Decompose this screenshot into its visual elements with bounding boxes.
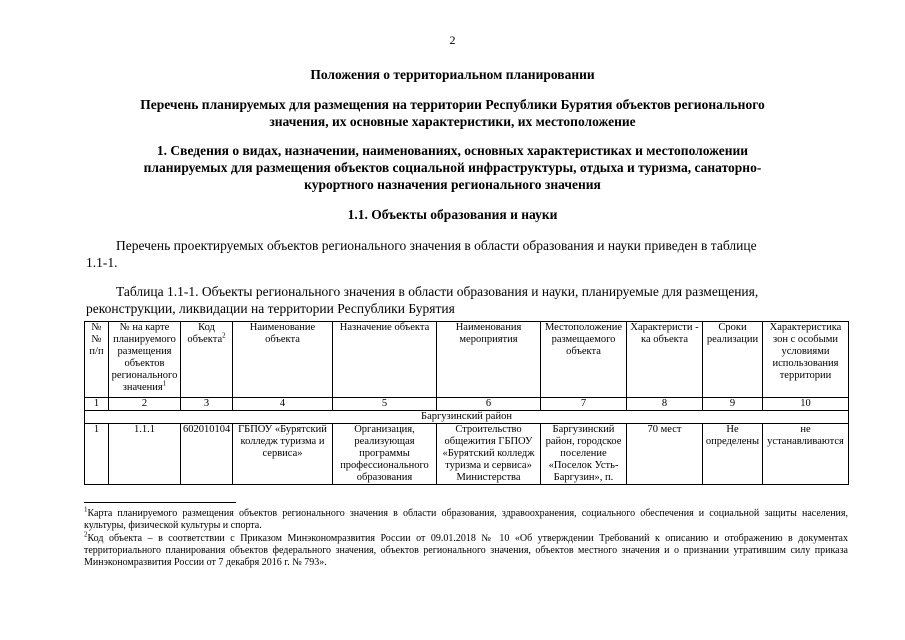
column-number: 7 — [541, 398, 627, 411]
table-caption-line-1: Таблица 1.1-1. Объекты регионального значения в области образования и науки, планируемые для размещения, — [116, 284, 759, 299]
table-cell: Организация, реализующая программы профессионального образования — [333, 424, 437, 485]
column-number: 3 — [181, 398, 233, 411]
column-number: 1 — [85, 398, 109, 411]
header-cell: Характеристика зон с особыми условиями использования территории — [763, 322, 849, 398]
footnote-mark: 1 — [84, 505, 88, 514]
column-number: 10 — [763, 398, 849, 411]
subsection-title: 1.1. Объекты образования и науки — [347, 207, 558, 222]
footnote-ref: 1 — [162, 379, 167, 388]
table-cell: Не определены — [703, 424, 763, 485]
footnote-mark: 2 — [84, 530, 88, 539]
header-cell: Наименования мероприятия — [437, 322, 541, 398]
column-number: 5 — [333, 398, 437, 411]
header-cell — [181, 322, 233, 398]
section-heading-line-1: Перечень планируемых для размещения на территории Республики Бурятия объектов регионального — [140, 97, 765, 112]
table-caption-line-2: реконструкции, ликвидации на территории Республики Бурятия — [86, 301, 455, 316]
column-number: 6 — [437, 398, 541, 411]
subsection-heading-line-2: планируемых для размещения объектов социальной инфраструктуры, отдыха и туризма, санаторно- — [143, 160, 762, 175]
footnote-1 — [84, 505, 848, 532]
subsection-heading-line-3: курортного назначения регионального значения — [304, 177, 601, 192]
intro-paragraph-line-1: Перечень проектируемых объектов регионального значения в области образования и науки приведен в таблице — [116, 238, 757, 253]
header-cell: Местоположение размещаемого объекта — [541, 322, 627, 398]
table-column-numbers-row — [85, 398, 849, 411]
intro-paragraph-line-2: 1.1-1. — [86, 255, 118, 270]
table-cell: 1.1.1 — [109, 424, 181, 485]
column-number: 8 — [627, 398, 703, 411]
table-cell: Строительство общежития ГБПОУ «Бурятский колледж туризма и сервиса» Министерства — [437, 424, 541, 485]
column-number: 4 — [233, 398, 333, 411]
page-number: 2 — [449, 33, 456, 47]
header-cell: Назначение объекта — [333, 322, 437, 398]
footnote-text: Карта планируемого размещения объектов регионального значения в области образования, здравоохранения, социального обеспечения и социальной защиты населения, культуры, физической культуры и спорта. — [84, 508, 848, 531]
document-title: Положения о территориальном планировании — [310, 67, 595, 82]
header-cell — [109, 322, 181, 398]
table-cell: Баргузинский район, городское поселение «Поселок Усть-Баргузин», п. — [541, 424, 627, 485]
footnote-separator — [84, 502, 236, 503]
table-row — [85, 424, 849, 485]
objects-table — [84, 321, 849, 485]
table-group-row — [85, 411, 849, 424]
table-header-row — [85, 322, 849, 398]
column-number: 9 — [703, 398, 763, 411]
table-cell: не устанавливаются — [763, 424, 849, 485]
header-cell: Наименование объекта — [233, 322, 333, 398]
footnote-2 — [84, 530, 848, 569]
table-cell: 70 мест — [627, 424, 703, 485]
section-heading-line-2: значения, их основные характеристики, их местоположение — [269, 114, 636, 129]
table-cell: 602010104 — [181, 424, 233, 485]
group-cell: Баргузинский район — [85, 411, 849, 424]
column-number: 2 — [109, 398, 181, 411]
header-cell: Характеристи - ка объекта — [627, 322, 703, 398]
subsection-heading-line-1: 1. Сведения о видах, назначении, наименованиях, основных характеристиках и местоположении — [156, 143, 749, 158]
header-cell: №№ п/п — [85, 322, 109, 398]
footnote-text: Код объекта – в соответствии с Приказом Минэкономразвития России от 09.01.2018 № 10 «Об утверждении Требований к описанию и отображению в документах территориального планирования объектов федерального значения, объектов регионального значения, объектов местного значения и о признании утратившим силу приказа Минэкономразвития России от 7 декабря 2016 г. № 793». — [84, 533, 848, 568]
header-text: Код объекта — [187, 322, 223, 345]
footnote-ref: 2 — [222, 331, 226, 340]
header-cell: Сроки реализации — [703, 322, 763, 398]
header-text: № на карте планируемого размещения объектов регионального значения — [111, 322, 178, 393]
table-cell: ГБПОУ «Бурятский колледж туризма и сервиса» — [233, 424, 333, 485]
table-cell: 1 — [85, 424, 109, 485]
